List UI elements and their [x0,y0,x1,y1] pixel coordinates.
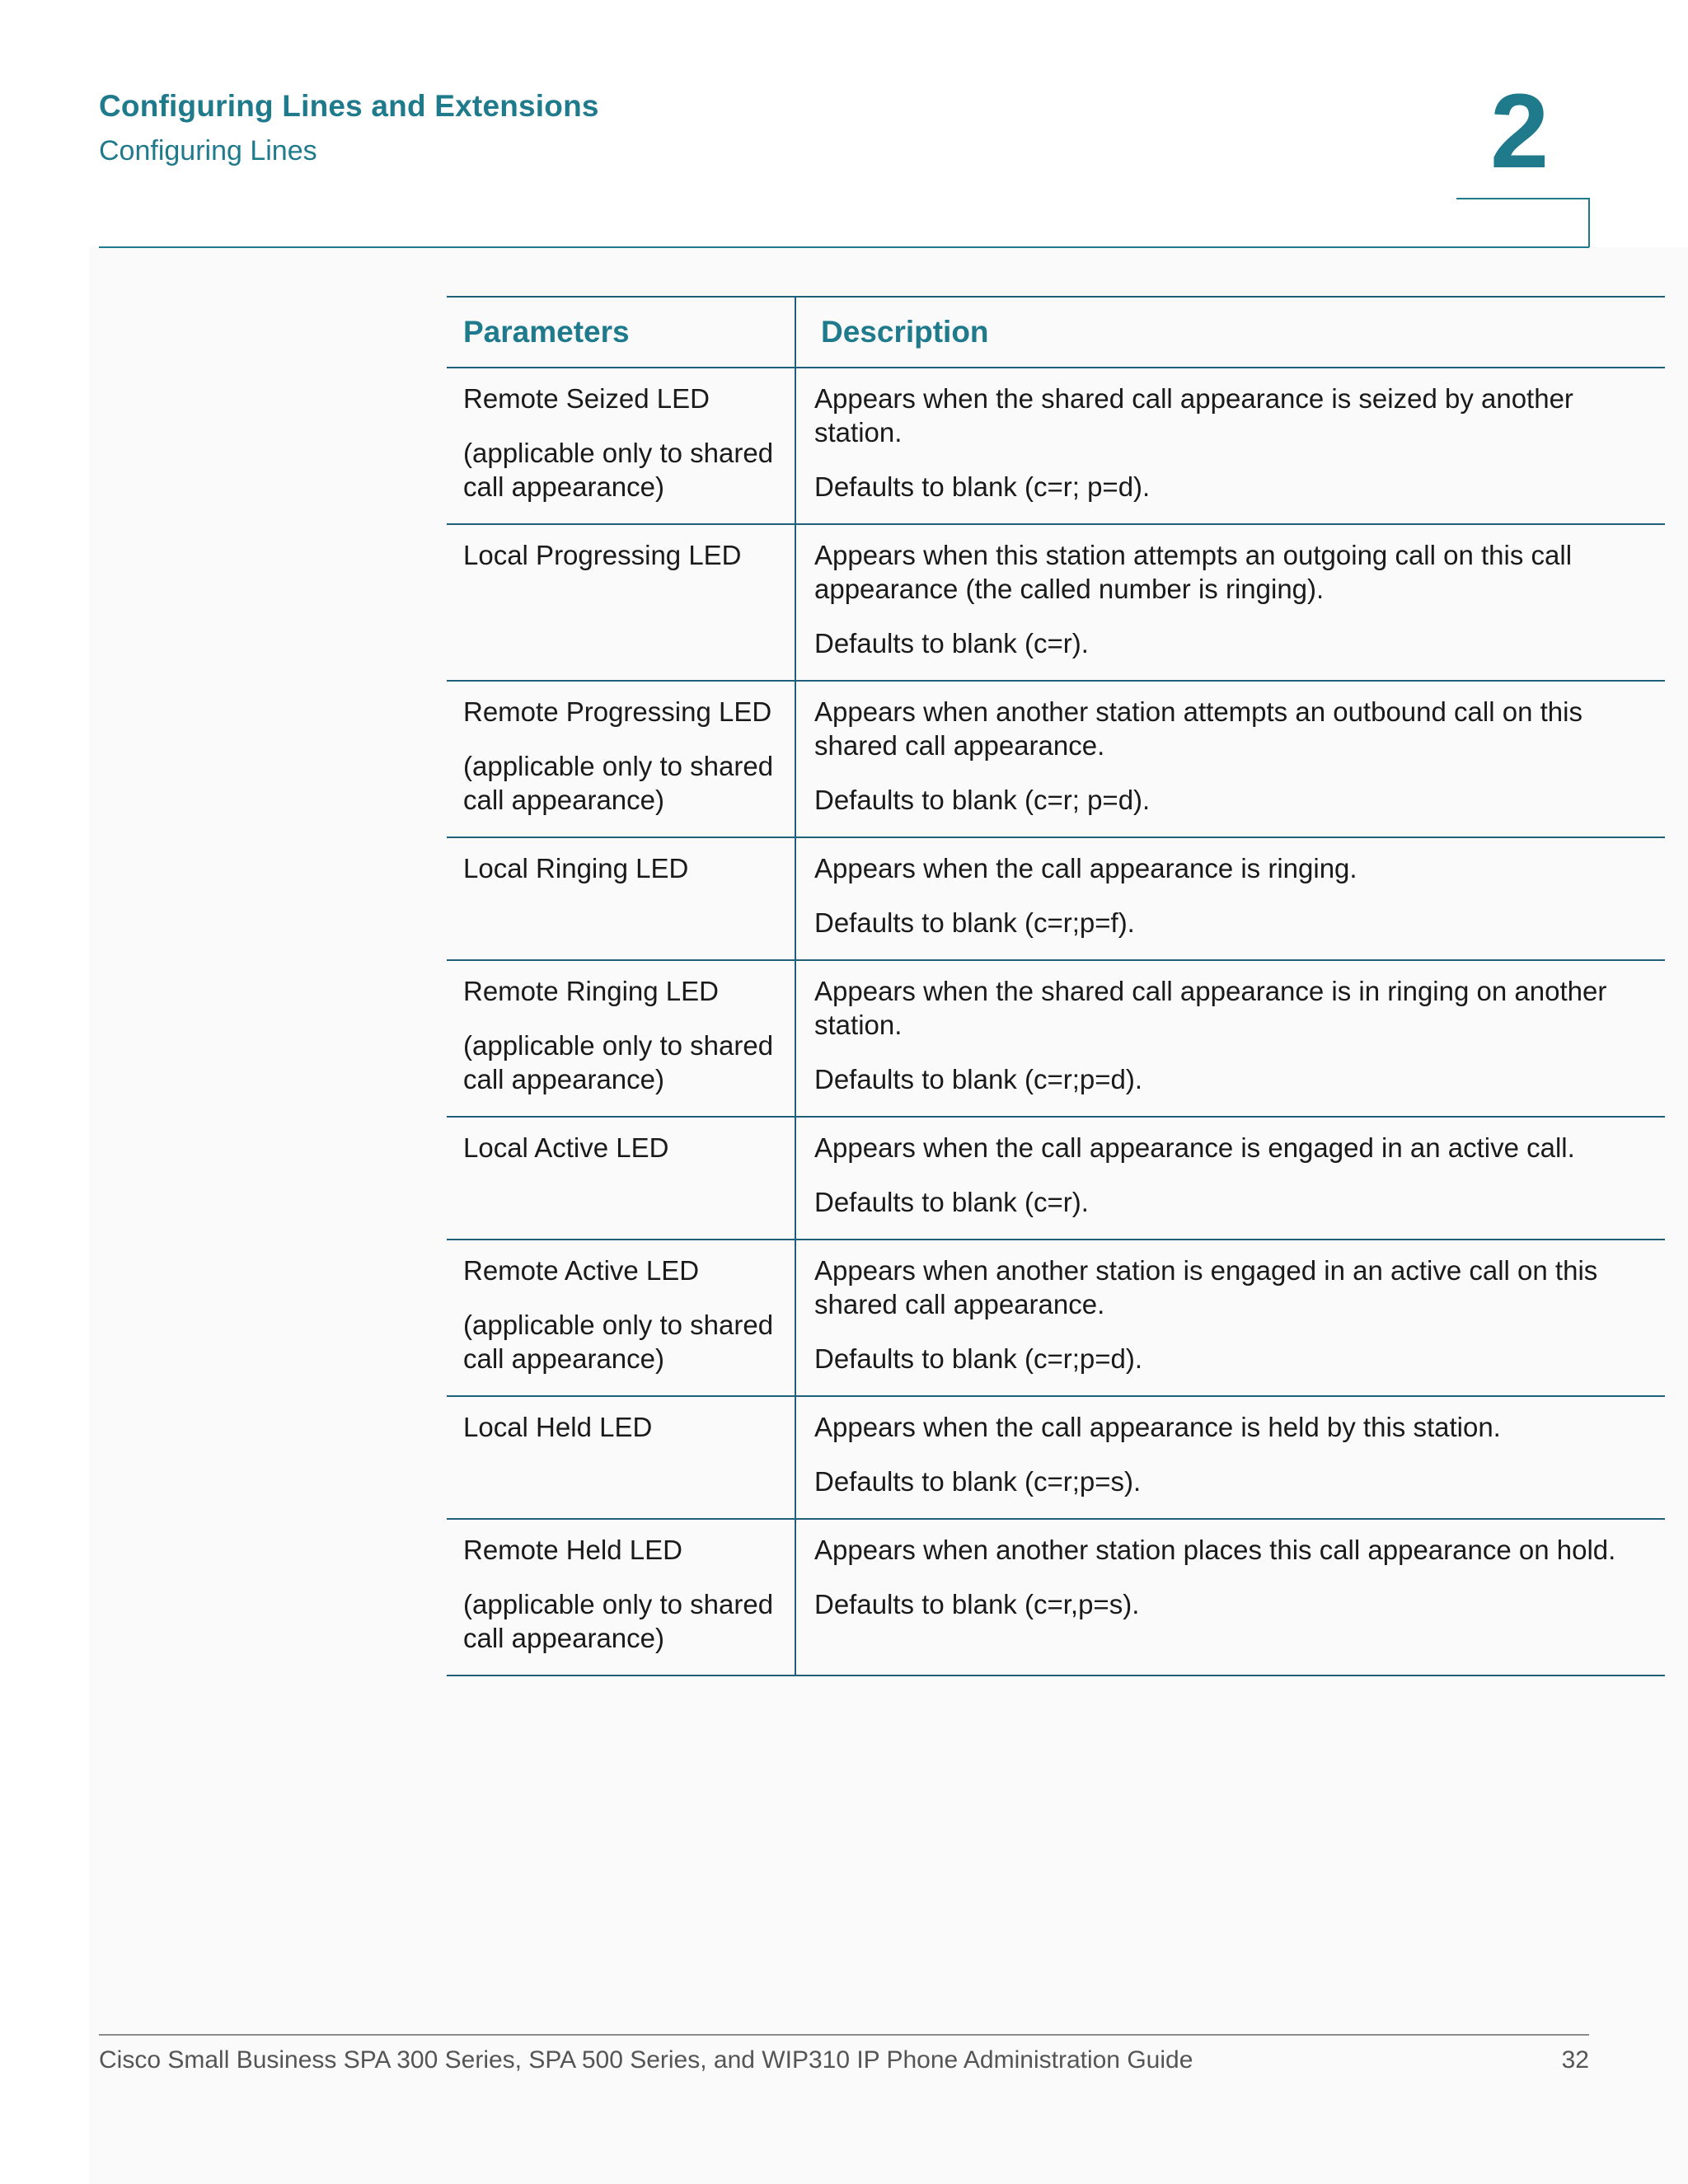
parameter-cell [447,1240,795,1396]
parameter-name: Remote Active LED [463,1255,700,1286]
parameters-table [447,296,1665,1676]
default-value-text: Defaults to blank (c=r; p=d). [814,785,1151,815]
column-header-parameters: Parameters [447,297,795,368]
description-cell [795,837,1665,960]
parameter-cell [447,837,795,960]
parameter-note: (applicable only to shared call appearance) [463,1030,774,1094]
description-text: Appears when another station attempts an outbound call on this shared call appearance. [814,696,1582,761]
table-row [447,1519,1665,1675]
parameter-note: (applicable only to shared call appearance) [463,1589,774,1653]
table-row [447,960,1665,1117]
parameter-name: Remote Held LED [463,1535,682,1565]
page-number: 32 [1561,2046,1589,2074]
footer-divider [99,2034,1589,2036]
footer-guide-title: Cisco Small Business SPA 300 Series, SPA 500 Series, and WIP310 IP Phone Administration Guide [99,2046,1193,2074]
table-row [447,368,1665,524]
table-row [447,1396,1665,1519]
parameter-name: Remote Seized LED [463,383,710,414]
table-row [447,837,1665,960]
default-value-text: Defaults to blank (c=r;p=f). [814,907,1135,938]
description-text: Appears when the call appearance is held by this station. [814,1412,1501,1442]
default-value-text: Defaults to blank (c=r;p=s). [814,1466,1142,1497]
description-text: Appears when the call appearance is engaged in an active call. [814,1132,1575,1163]
parameter-note: (applicable only to shared call appearance) [463,751,774,815]
description-text: Appears when this station attempts an outgoing call on this call appearance (the called number is ringing). [814,540,1573,604]
description-cell [795,1240,1665,1396]
table-row [447,1240,1665,1396]
section-title: Configuring Lines [99,135,317,166]
table-header-row [447,297,1665,368]
parameter-cell [447,524,795,681]
table-row [447,681,1665,837]
default-value-text: Defaults to blank (c=r;p=d). [814,1343,1143,1374]
parameter-name: Local Active LED [463,1132,669,1163]
description-text: Appears when another station is engaged in an active call on this shared call appearance. [814,1255,1598,1319]
parameter-name: Local Held LED [463,1412,653,1442]
default-value-text: Defaults to blank (c=r,p=s). [814,1589,1140,1619]
description-cell [795,1117,1665,1240]
description-text: Appears when the shared call appearance is in ringing on another station. [814,976,1607,1040]
description-text: Appears when the call appearance is ringing. [814,853,1357,883]
parameter-note: (applicable only to shared call appearance) [463,438,774,502]
default-value-text: Defaults to blank (c=r;p=d). [814,1064,1143,1094]
parameter-cell [447,681,795,837]
column-header-description: Description [795,297,1665,368]
parameter-name: Remote Progressing LED [463,696,772,727]
parameter-cell [447,1519,795,1675]
header-divider [99,246,1589,248]
description-cell [795,1519,1665,1675]
parameter-cell [447,1117,795,1240]
description-cell [795,524,1665,681]
parameter-name: Local Progressing LED [463,540,742,570]
description-cell [795,368,1665,524]
parameter-cell [447,368,795,524]
parameter-cell [447,960,795,1117]
parameter-name: Local Ringing LED [463,853,689,883]
default-value-text: Defaults to blank (c=r). [814,628,1089,658]
description-text: Appears when another station places this call appearance on hold. [814,1535,1616,1565]
default-value-text: Defaults to blank (c=r; p=d). [814,471,1151,502]
default-value-text: Defaults to blank (c=r). [814,1187,1089,1217]
chapter-number: 2 [1490,73,1550,190]
description-cell [795,1396,1665,1519]
table-row [447,524,1665,681]
description-cell [795,960,1665,1117]
parameter-note: (applicable only to shared call appearance) [463,1310,774,1374]
description-cell [795,681,1665,837]
description-text: Appears when the shared call appearance is seized by another station. [814,383,1573,448]
chapter-tab-box [1456,198,1590,247]
chapter-title: Configuring Lines and Extensions [99,89,599,123]
parameter-cell [447,1396,795,1519]
parameter-name: Remote Ringing LED [463,976,719,1006]
table-row [447,1117,1665,1240]
